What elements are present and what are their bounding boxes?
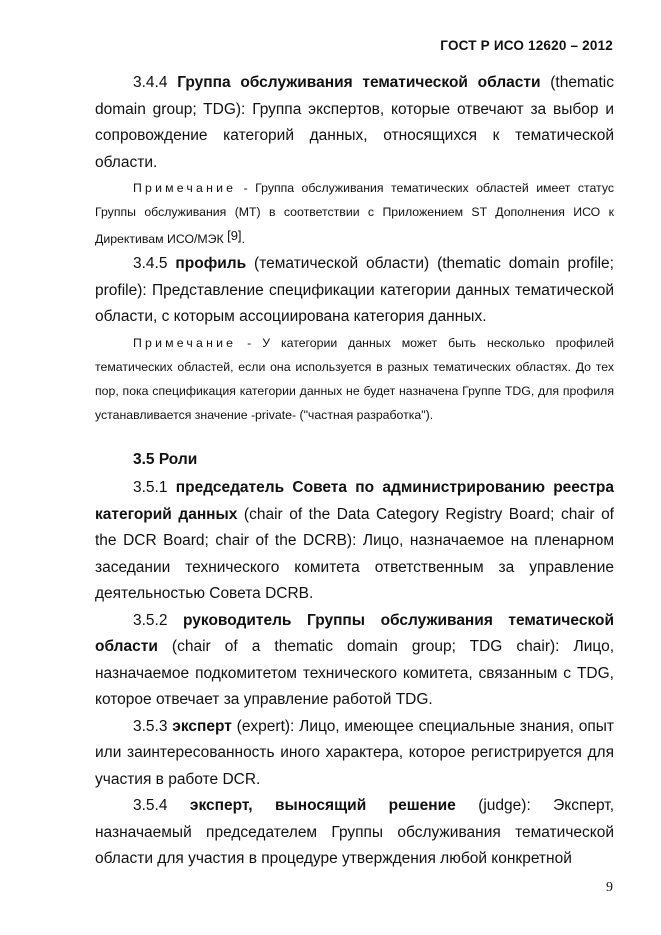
reference-9: [9]: [227, 228, 242, 243]
term-definition: (chair of a thematic domain group; TDG chair): Лицо, назначаемое подкомитетом технического комитета, связанным с TDG, которое отвечает за управление работой TDG.: [95, 638, 614, 708]
term-definition: (judge): Эксперт, назначаемый председателем Группы обслуживания тематической области для участия в процедуре утверждения любой конкретной: [95, 797, 614, 867]
term-definition: (thematic domain group; TDG): Группа экспертов, которые отвечают за выбор и сопровождение категорий данных, относящихся к тематической области.: [95, 74, 614, 171]
note-text: - У категории данных может быть несколько профилей тематических областей, если она используется в разных тематических областях. До тех пор, пока спецификация категории данных не будет назначена Группе TDG, для профиля устанавливается значение -private- ("частная разработка").: [95, 335, 614, 422]
note-1: [95, 176, 614, 251]
term-number: 3.5.1: [133, 479, 168, 496]
term-name: профиль: [175, 255, 247, 272]
term-number: 3.4.5: [133, 255, 168, 272]
term-name: Группа обслуживания тематической области: [177, 74, 541, 91]
document-body: [95, 70, 614, 873]
section-title: 3.5 Роли: [133, 450, 198, 468]
term-definition: (chair of the Data Category Registry Board; chair of the DCR Board; chair of the DCRB): Лицо, назначаемое на пленарном заседании технического комитета ответственным за управление деятельностью Совета DCRB.: [95, 505, 614, 602]
note-text: - Группа обслуживания тематических областей имеет статус Группы обслуживания (МТ) в соответствии с Приложением ST Дополнения ИСО к Директивам ИСО/МЭК: [95, 181, 614, 246]
term-name: председатель Совета по администрированию реестра категорий данных: [95, 479, 615, 523]
document-header: ГОСТ Р ИСО 12620 – 2012: [440, 38, 613, 53]
term-name: эксперт, выносящий решение: [189, 797, 456, 814]
term-3-4-4: [95, 70, 614, 176]
note-label: Примечание: [133, 181, 237, 195]
term-3-5-3: [95, 714, 614, 794]
page-number: 9: [606, 880, 613, 895]
term-definition: (тематической области) (thematic domain profile; profile): Представление спецификации категории данных тематической области, с которым ассоциирована категория данных.: [95, 255, 614, 325]
term-number: 3.5.3: [133, 717, 168, 735]
term-number: 3.5.2: [133, 611, 168, 629]
term-3-5-1: [95, 475, 614, 608]
section-heading-3-5: [95, 447, 614, 474]
note-2: [95, 331, 614, 427]
note-label: Примечание: [133, 335, 237, 350]
term-number: 3.5.4: [133, 797, 168, 814]
note-end: .: [241, 232, 245, 246]
term-name: эксперт: [172, 717, 232, 735]
term-number: 3.4.4: [133, 74, 168, 91]
term-3-4-5: [95, 251, 614, 331]
term-name: руководитель Группы обслуживания тематической области: [95, 611, 614, 655]
term-definition: (expert): Лицо, имеющее специальные знания, опыт или заинтересованность иного характера, которое регистрируется для участия в работе DCR.: [95, 717, 614, 788]
term-3-5-4: [95, 793, 614, 873]
term-3-5-2: [95, 608, 614, 714]
